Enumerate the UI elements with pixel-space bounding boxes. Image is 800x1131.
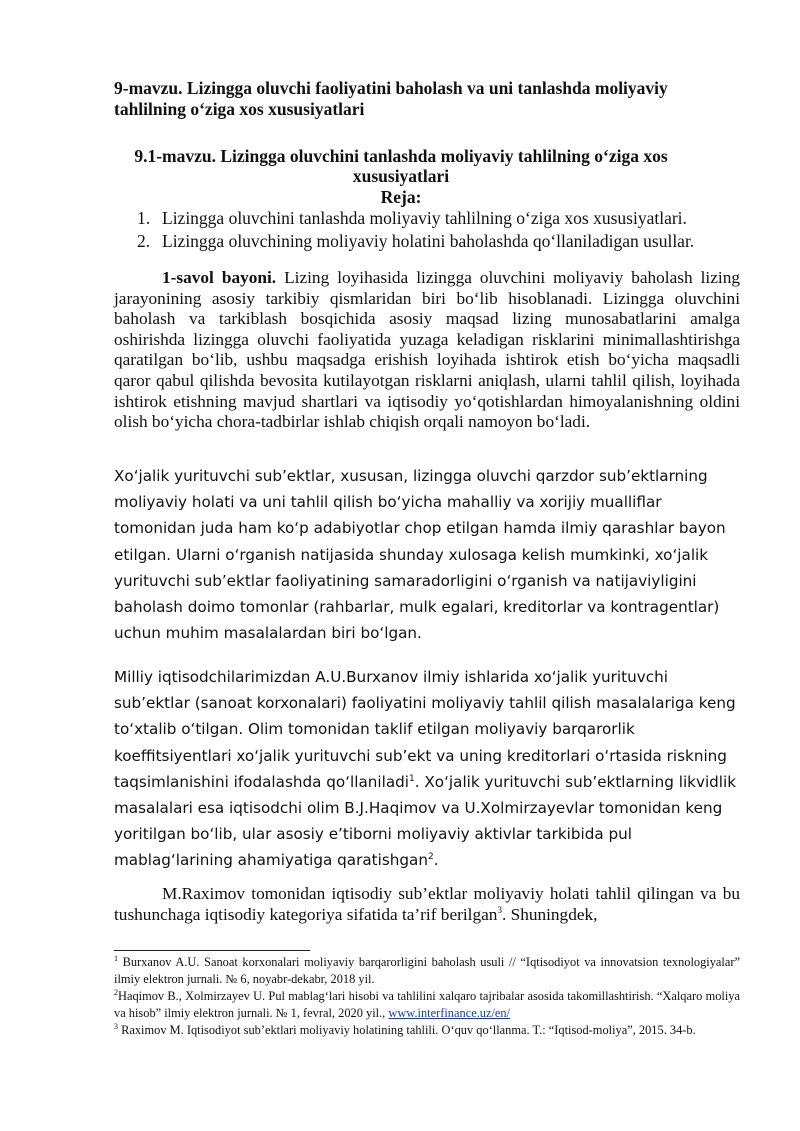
- paragraph-text: . Xo‘jalik yurituvchi sub’ektlarning likvidlik masalalari esa iqtisodchi olim B.J.Haqimov va U.Xolmirzayevlar tomonidan keng yoritilgan bo‘lib, ular asosiy e’tiborni moliyaviy aktivlar tarkibida pul mablag‘larining ahamiyatiga qaratishgan: [114, 772, 737, 870]
- footnote-ref-1[interactable]: 1: [409, 773, 415, 784]
- footnotes: [114, 954, 740, 1040]
- plan-list: [114, 207, 754, 253]
- paragraph-text: .: [433, 851, 439, 870]
- main-heading: 9-mavzu. Lizingga oluvchi faoliyatini baholash va uni tanlashda moliyaviy tahlilning o‘ziga xos xususiyatlari: [114, 78, 668, 119]
- footnote-link[interactable]: www.interfinance.uz/en/: [388, 1005, 511, 1020]
- paragraph-authors: [114, 664, 740, 874]
- plan-item: [114, 207, 754, 230]
- paragraph-lead: 1-savol bayoni.: [162, 268, 277, 287]
- footnote-3: [114, 1022, 740, 1039]
- paragraph-text: . Shuningdek,: [501, 904, 598, 924]
- sub-heading: 9.1-mavzu. Lizingga oluvchini tanlashda moliyaviy tahlilning o‘ziga xos xususiyatlari: [134, 146, 668, 186]
- footnote-ref-3[interactable]: 3: [497, 904, 502, 915]
- plan-item-number: 1.: [137, 208, 151, 228]
- plan-title: Reja:: [380, 187, 422, 207]
- footnote-1: [114, 954, 740, 987]
- footnote-text: Burxanov A.U. Sanoat korxonalari moliyaviy barqarorligini baholash usuli // “Iqtisodiyot va innovatsion texnologiyalar” ilmiy elektron jurnali. № 6, noyabr-dekabr, 2018 yil.: [114, 955, 740, 986]
- paragraph-literature: Xo‘jalik yurituvchi sub’ektlar, xususan, lizingga oluvchi qarzdor sub’ektlarning moliyaviy holati va uni tahlil qilish bo‘yicha mahalliy va xorijiy mualliflar tomonidan juda ham ko‘p adabiyotlar chop etilgan hamda ilmiy qarashlar bayon etilgan. Ularni o‘rganish natijasida shunday xulosaga kelish mumkinki, xo‘jalik yurituvchi sub’ektlar faoliyatining samaradorligini o‘rganish va natijaviyligini baholash doimo tomonlar (rahbarlar, mulk egalari, kreditorlar va kontragentlar) uchun muhim masalalardan biri bo‘lgan.: [114, 467, 726, 643]
- paragraph-text: Lizing loyihasida lizingga oluvchini moliyaviy baholash lizing jarayonining asosiy tarkibiy qismlaridan biri bo‘lib hisoblanadi. Lizingga oluvchini baholash va tarkiblash bosqichida asosiy maqsad lizing munosabatlarini amalga oshirishda lizingga oluvchi faoliyatida yuzaga keladigan risklarini minimallashtirishga qaratilgan bo‘lib, ushbu maqsadga erishish loyihada ishtirok etish bo‘yicha maqsadli qaror qabul qilishda bevosita kutilayotgan risklarni aniqlash, ularni tahlil qilish, loyihada ishtirok etishning mavjud shartlari va iqtisodiy yo‘qotishlardan himoyalanishning oldini olish bo‘yicha chora-tadbirlar ishlab chiqish orqali namoyon bo‘ladi.: [114, 268, 740, 432]
- plan-item: [114, 230, 754, 253]
- paragraph-question-1: [114, 268, 740, 433]
- footnote-mark: 2: [114, 987, 118, 997]
- footnote-mark: 3: [114, 1021, 118, 1031]
- footnote-text: Haqimov B., Xolmirzayev U. Pul mablag‘lari hisobi va tahlilini xalqaro tajribalar asosida takomillashtirish. “Xalqaro moliya va hisob” ilmiy elektron jurnali. № 1, fevral, 2020 yil.,: [114, 989, 740, 1020]
- paragraph-raximov: [114, 884, 740, 925]
- paragraph-text: M.Raximov tomonidan iqtisodiy sub’ektlar moliyaviy holati tahlil qilingan va bu tushunchaga iqtisodiy kategoriya sifatida ta’rif berilgan: [114, 884, 740, 924]
- plan-item-text: Lizingga oluvchining moliyaviy holatini baholashda qo‘llaniladigan usullar.: [162, 231, 695, 251]
- footnote-text: Raximov M. Iqtisodiyot sub’ektlari moliyaviy holatining tahlili. O‘quv qo‘llanma. T.: “Iqtisod-moliya”, 2015. 34-b.: [118, 1023, 696, 1037]
- footnote-separator: [114, 950, 310, 951]
- plan-item-number: 2.: [137, 231, 151, 251]
- footnote-2: [114, 988, 740, 1021]
- footnote-mark: 1: [114, 953, 118, 963]
- footnote-ref-2[interactable]: 2: [427, 852, 434, 863]
- plan-item-text: Lizingga oluvchini tanlashda moliyaviy tahlilning o‘ziga xos xususiyatlari.: [162, 208, 687, 228]
- paragraph-text: Milliy iqtisodchilarimizdan A.U.Burxanov ilmiy ishlarida xo‘jalik yurituvchi sub’ektlar (sanoat korxonalari) faoliyatini moliyaviy tahlil qilish masalalariga keng to‘xtalib o‘tilgan. Olim tomonidan taklif etilgan moliyaviy barqarorlik koeffitsiyentlari xo‘jalik yurituvchi sub’ekt va uning kreditorlari o‘rtasida riskning taqsimlanishini ifodalashda qo‘llaniladi: [114, 668, 736, 791]
